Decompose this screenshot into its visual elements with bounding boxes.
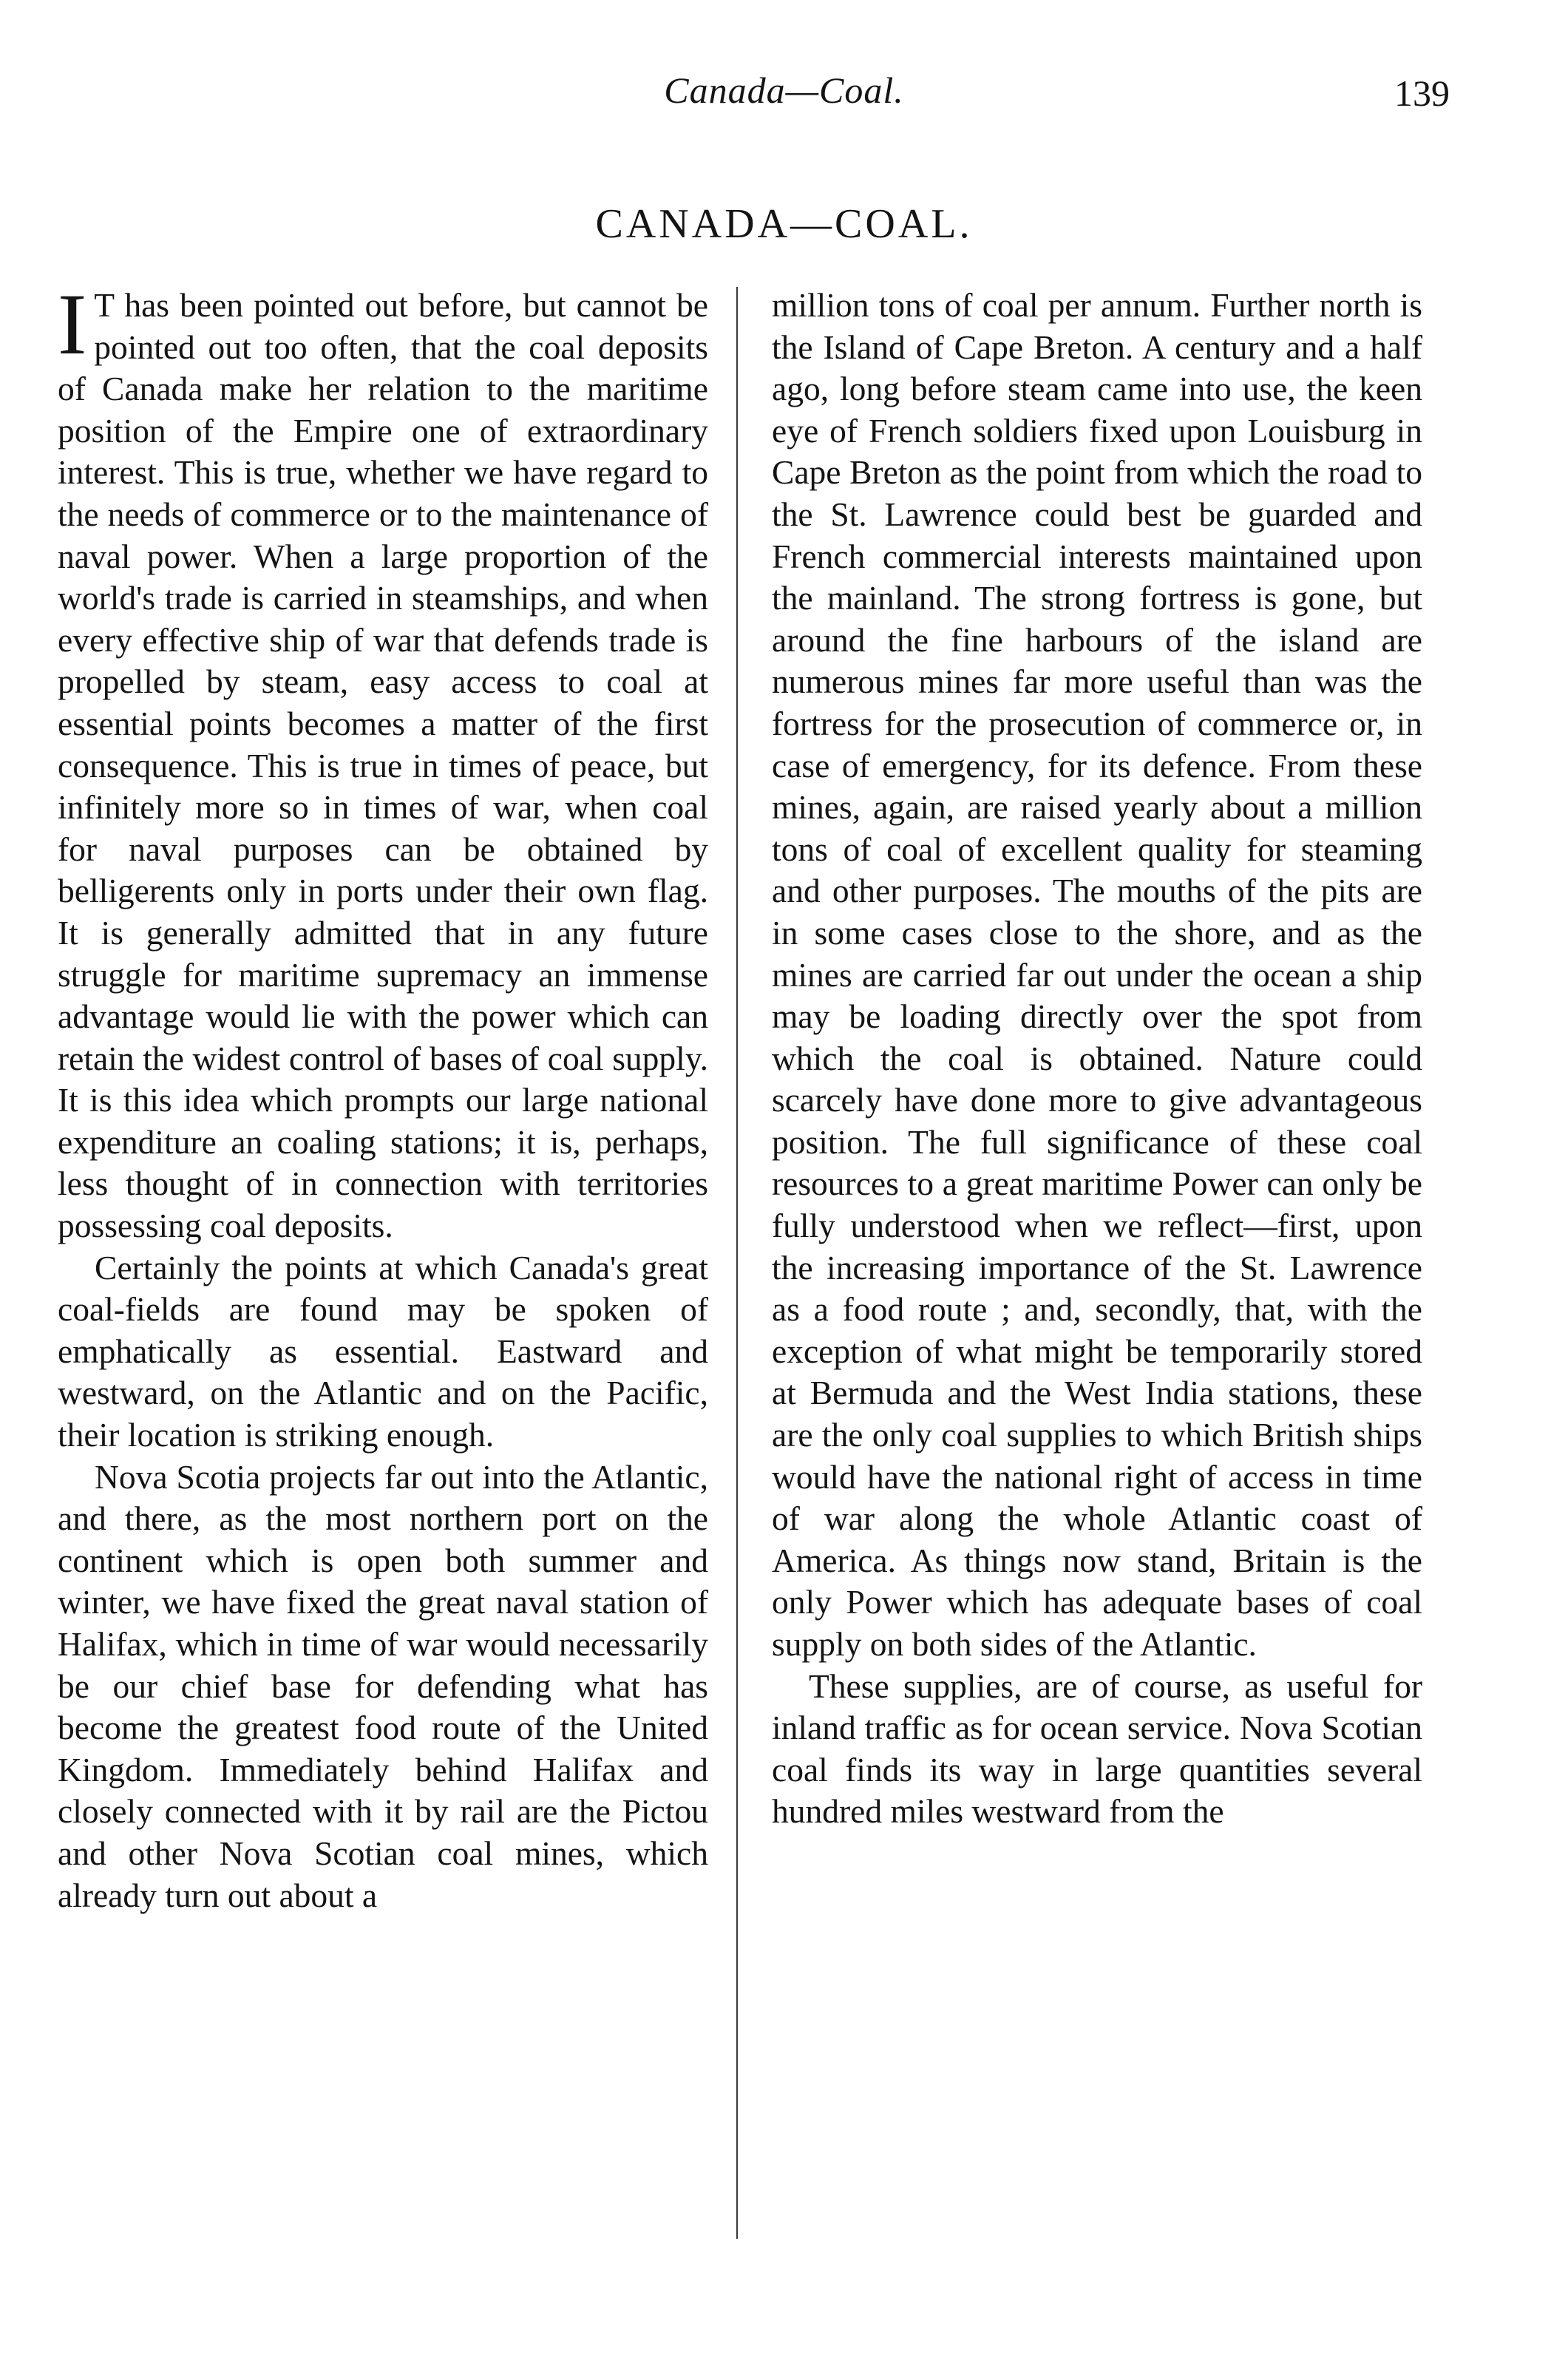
right-column bbox=[772, 285, 1422, 1833]
paragraph-1-text: T has been pointed out before, but cannot be pointed out too often, that the coal deposits of Canada make her relation to the maritime position of the Empire one of extraordinary interest. This is true, whether we have regard to the needs of commerce or to the maintenance of naval power. When a large proportion of the world's trade is carried in steamships, and when every effective ship of war that defends trade is propelled by steam, easy access to coal at essential points becomes a matter of the first consequence. This is true in times of peace, but infinitely more so in times of war, when coal for naval purposes can be obtained by belligerents only in ports under their own flag. It is generally admitted that in any future struggle for maritime supremacy an immense advantage would lie with the power which can retain the widest control of bases of coal supply. It is this idea which prompts our large national expenditure an coaling stations; it is, perhaps, less thought of in connection with territories possessing coal deposits. bbox=[58, 286, 708, 1245]
drop-cap: I bbox=[58, 276, 87, 373]
left-column bbox=[58, 276, 708, 1916]
running-title: Canada—Coal. bbox=[664, 69, 904, 111]
paragraph-3-continued: million tons of coal per annum. Further north is the Island of Cape Breton. A century and a half ago, long before steam came into use, the keen eye of French soldiers fixed upon Louisburg in Cape Breton as the point from which the road to the St. Lawrence could best be guarded and French commercial interests maintained upon the mainland. The strong fortress is gone, but around the fine harbours of the island are numerous mines far more useful than was the fortress for the prosecution of commerce or, in case of emergency, for its defence. From these mines, again, are raised yearly about a million tons of coal of excellent quality for steaming and other purposes. The mouths of the pits are in some cases close to the shore, and as the mines are carried far out under the ocean a ship may be loading directly over the spot from which the coal is obtained. Nature could scarcely have done more to give advantageous position. The full significance of these coal resources to a great maritime Power can only be fully understood when we reflect—first, upon the increasing importance of the St. Lawrence as a food route ; and, secondly, that, with the exception of what might be temporarily stored at Bermuda and the West India stations, these are the only coal supplies to which British ships would have the national right of access in time of war along the whole Atlantic coast of America. As things now stand, Britain is the only Power which has adequate bases of coal supply on both sides of the Atlantic. bbox=[772, 286, 1422, 1663]
paragraph-4: These supplies, are of course, as useful for inland traffic as for ocean service. Nova Scotian coal finds its way in large quantities several hundred miles westward from the bbox=[772, 1667, 1422, 1831]
page-number: 139 bbox=[1394, 72, 1450, 114]
paragraph-2: Certainly the points at which Canada's great coal-fields are found may be spoken of emphatically as essential. Eastward and westward, on the Atlantic and on the Pacific, their location is striking enough. bbox=[58, 1248, 708, 1454]
paragraph-1 bbox=[58, 276, 708, 1247]
column-divider bbox=[736, 287, 738, 2239]
article-title: CANADA—COAL. bbox=[595, 201, 973, 247]
running-head bbox=[0, 61, 1568, 120]
paragraph-3: Nova Scotia projects far out into the Atlantic, and there, as the most northern port on the continent which is open both summer and winter, we have fixed the great naval station of Halifax, which in time of war would necessarily be our chief base for defending what has become the greatest food route of the United Kingdom. Immediately behind Halifax and closely connected with it by rail are the Pictou and other Nova Scotian coal mines, which already turn out about a bbox=[58, 1457, 708, 1914]
